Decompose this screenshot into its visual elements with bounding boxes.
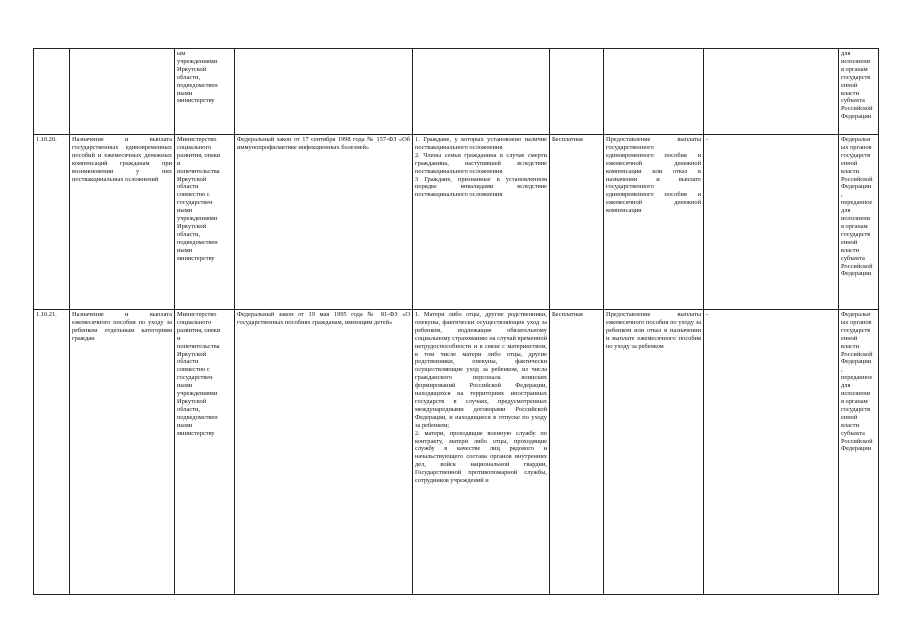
cell-legal-basis <box>235 49 413 135</box>
cell-note: - <box>704 310 839 595</box>
cell-authority: Министерство социального развития, опеки и попечительства Иркутской области совместно с государствен ными учреждениями Иркутской области, подведомствен ными министерству <box>175 135 235 310</box>
cell-number: 1.10.21. <box>34 310 70 595</box>
cell-payment: Бесплатная <box>550 310 604 595</box>
cell-result: Предоставление выплаты ежемесячного пособия по уходу за ребенком или отказ в назначении и выплате ежемесячного пособия по уходу за ребенком <box>604 310 704 595</box>
cell-legal-basis: Федеральный закон от 17 сентября 1998 года № 157-ФЗ «Об иммунопрофилактике инфекционных болезней» <box>235 135 413 310</box>
cell-service-name: Назначение и выплата ежемесячного пособия по уходу за ребенком отдельным категориям граждан <box>70 310 175 595</box>
cell-note: - <box>704 135 839 310</box>
cell-authority: Министерство социального развития, опеки и попечительства Иркутской области совместно с государствен ными учреждениями Иркутской области, подведомствен ными министерству <box>175 310 235 595</box>
cell-payment <box>550 49 604 135</box>
cell-service-name: Назначение и выплата государственных единовременных пособий и ежемесячных денежных компенсаций гражданам при возникновении у них поствакцинальных осложнений <box>70 135 175 310</box>
cell-authority: ым учреждениями Иркутской области, подведомствен ными министерству <box>175 49 235 135</box>
cell-power-type: для исполнени я органам государств енной власти субъекта Российской Федерации <box>839 49 879 135</box>
cell-recipients: 1. Граждане, у которых установлено наличие поствакцинального осложнения 2. Члены семьи гражданина в случае смерти гражданина, наступившей вследствие поствакцинального осложнения 3 Граждане, признанные в установленном порядке инвалидами вследствие поствакцинального осложнения <box>413 135 550 310</box>
cell-result <box>604 49 704 135</box>
cell-legal-basis: Федеральный закон от 19 мая 1995 года № 81-ФЗ «О государственных пособиях гражданам, имеющим детей» <box>235 310 413 595</box>
table-row <box>34 310 879 595</box>
cell-power-type: Федеральн ых органов государств енной власти Российской Федерации , переданное для исполнени я органам государств енной власти субъекта Российской Федерации <box>839 310 879 595</box>
cell-number: 1.10.20. <box>34 135 70 310</box>
cell-service-name <box>70 49 175 135</box>
cell-recipients: 1. Матери либо отцы, другие родственники, опекуны, фактически осуществляющие уход за ребенком, подлежащие обязательному социальному страхованию на случай временной нетрудоспособности и в связи с материнством, в том числе матери либо отцы, другие родственники, опекуны, фактически осуществляющие уход за ребенком, из числа гражданского персонала воинских формирований Российской Федерации, находящихся на территориях иностранных государств в случаях, предусмотренных международными договорами Российской Федерации, и находящиеся в отпуске по уходу за ребенком; 2. матери, проходящие военную службу по контракту, матери либо отцы, проходящие службу в качестве лиц рядового и начальствующего состава органов внутренних дел, войск национальной гвардии, Государственной противопожарной службы, сотрудников учреждений и <box>413 310 550 595</box>
cell-result: Предоставление выплаты государственного единовременного пособия и ежемесячной денежной компенсации или отказ в назначении и выплате государственного единовременного пособия и ежемесячной денежной компенсации <box>604 135 704 310</box>
services-table <box>33 48 879 595</box>
cell-payment: Бесплатная <box>550 135 604 310</box>
cell-number <box>34 49 70 135</box>
table-row <box>34 49 879 135</box>
cell-recipients <box>413 49 550 135</box>
cell-note <box>704 49 839 135</box>
cell-power-type: Федеральн ых органов государств енной власти Российской Федерации , переданное для исполнени я органам государств енной власти субъекта Российской Федерации <box>839 135 879 310</box>
table-row <box>34 135 879 310</box>
